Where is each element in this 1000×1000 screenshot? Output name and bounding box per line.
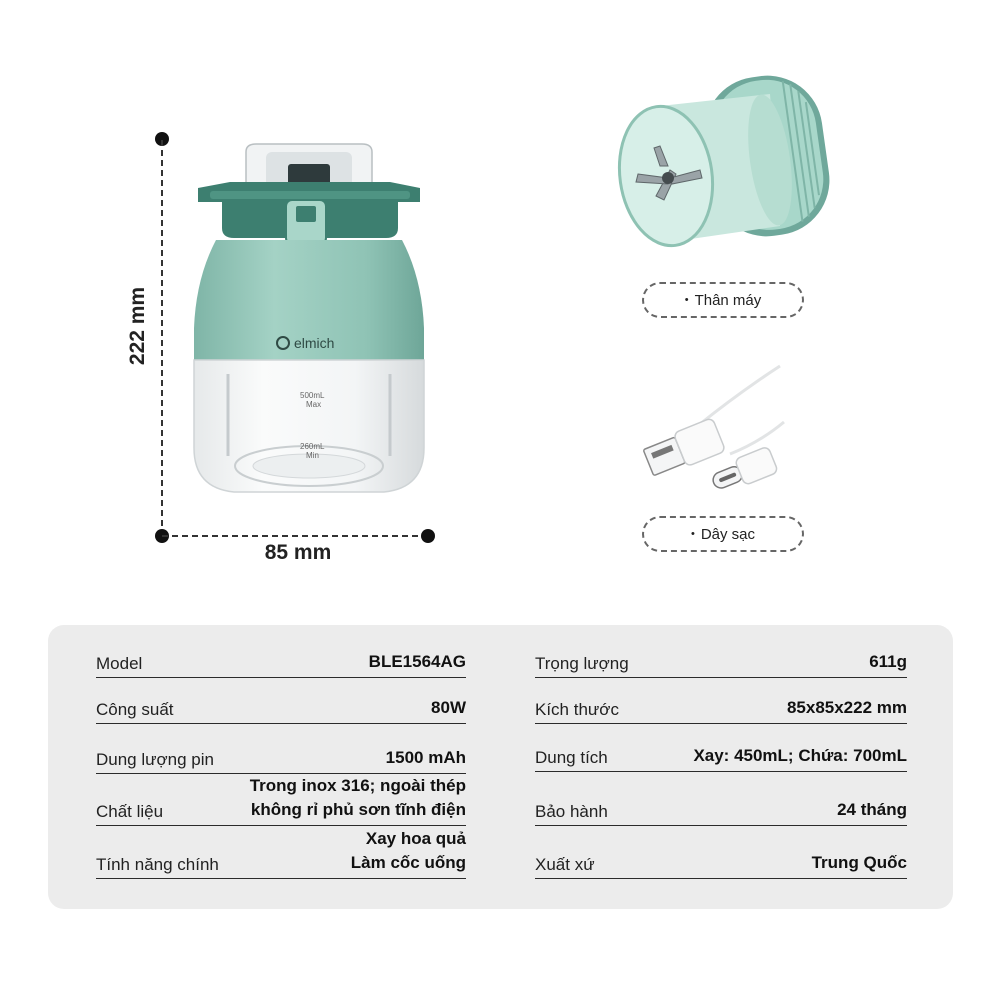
spec-value: Trung Quốc: [811, 853, 907, 872]
usb-c-cable-icon: [640, 362, 790, 497]
spec-label: Tính năng chính: [96, 855, 219, 874]
spec-label: Công suất: [96, 700, 174, 719]
spec-value: Xay hoa quả Làm cốc uống: [350, 829, 466, 872]
svg-text:Max: Max: [306, 400, 322, 409]
spec-label: Dung lượng pin: [96, 750, 214, 769]
svg-text:elmich: elmich: [294, 335, 335, 351]
spec-label: Dung tích: [535, 748, 608, 767]
width-label: 85 mm: [264, 541, 332, 564]
spec-label: Chất liệu: [96, 802, 164, 821]
spec-value: 1500 mAh: [385, 748, 466, 767]
component-label-charging-cable: [642, 516, 804, 552]
spec-value: BLE1564AG: [368, 652, 466, 671]
spec-value: 80W: [431, 698, 466, 717]
spec-row-weight: [535, 640, 907, 678]
spec-value: Trong inox 316; ngoài thép không rỉ phủ sơn tĩnh điện: [249, 776, 466, 819]
svg-text:Min: Min: [306, 451, 319, 460]
spec-row-model: [96, 640, 466, 678]
bullet-icon: •: [684, 294, 689, 306]
spec-value: 611g: [869, 652, 907, 671]
spec-row-origin: [535, 843, 907, 879]
width-right-dot: [421, 529, 435, 543]
spec-value: 24 tháng: [837, 800, 907, 819]
spec-row-power: [96, 690, 466, 724]
component-label-text: Dây sạc: [700, 525, 756, 543]
spec-row-size: [535, 690, 907, 724]
svg-text:260mL: 260mL: [300, 442, 325, 451]
spec-label: Xuất xứ: [535, 855, 595, 874]
spec-label: Kích thước: [535, 700, 619, 719]
height-dimension-line: [161, 140, 163, 536]
spec-row-battery: [96, 738, 466, 774]
svg-text:500mL: 500mL: [300, 391, 325, 400]
spec-value: Xay: 450mL; Chứa: 700mL: [693, 746, 907, 765]
height-label: 222 mm: [126, 286, 149, 366]
spec-row-warranty: [535, 790, 907, 826]
component-label-text: Thân máy: [694, 291, 762, 309]
component-label-motor-base: [642, 282, 804, 318]
spec-row-capacity: [535, 736, 907, 772]
spec-row-features: [96, 827, 466, 879]
bullet-icon: •: [690, 528, 695, 540]
spec-label: Bảo hành: [535, 802, 608, 821]
spec-label: Trọng lượng: [535, 654, 629, 673]
spec-label: Model: [96, 654, 143, 673]
blender-image: [190, 138, 430, 500]
motor-base-icon: [610, 66, 832, 264]
spec-row-material: [96, 776, 466, 826]
spec-value: 85x85x222 mm: [786, 698, 907, 717]
width-dimension-line: [162, 535, 428, 537]
